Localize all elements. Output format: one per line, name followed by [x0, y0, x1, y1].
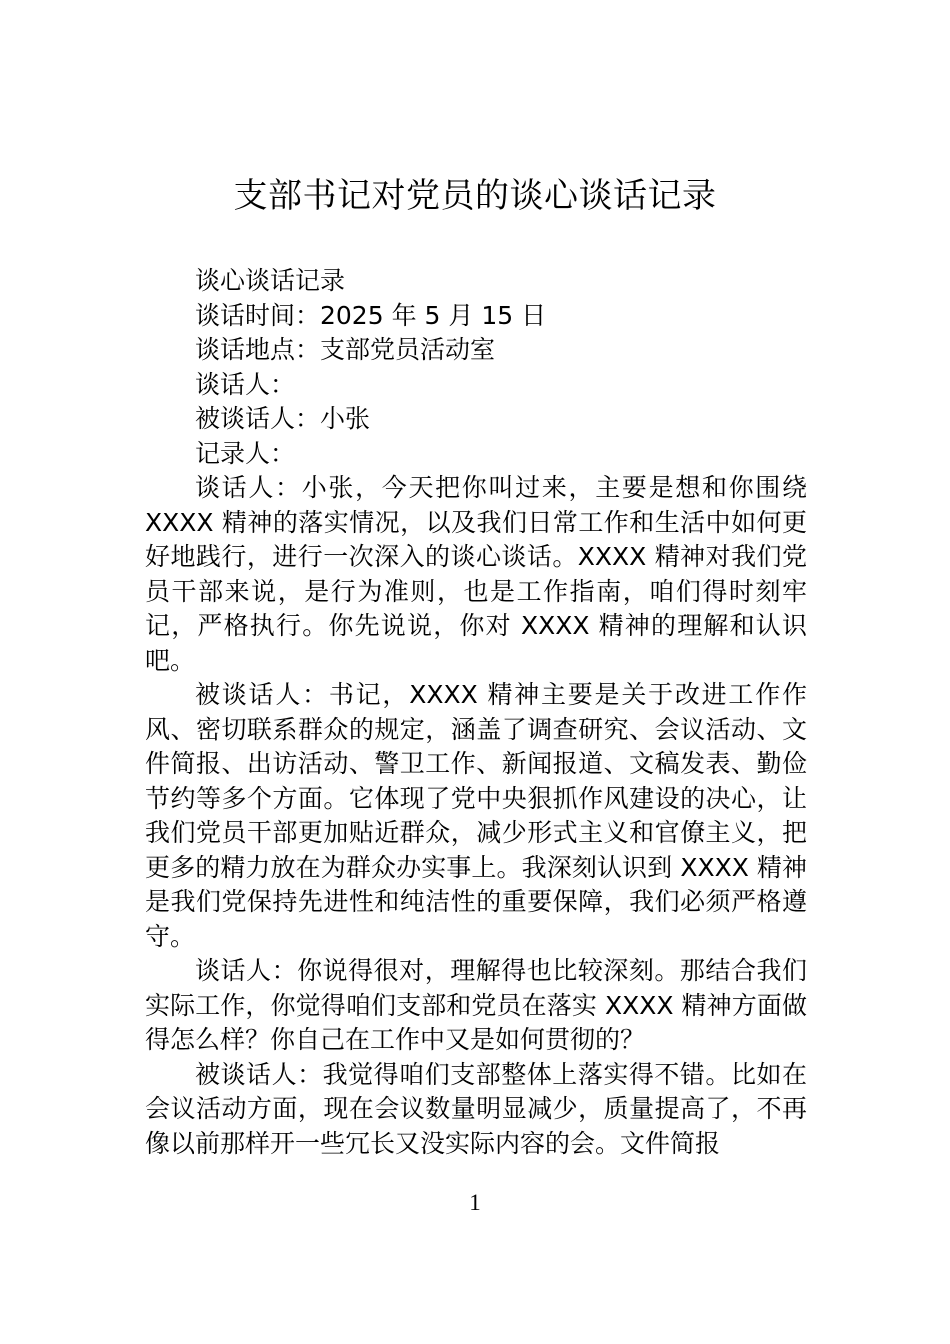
dialogue-paragraph: 被谈话人：我觉得咱们支部整体上落实得不错。比如在会议活动方面，现在会议数量明显减少，质量提高了，不再像以前那样开一些冗长又没实际内容的会。文件简报 — [145, 1059, 807, 1158]
meta-recorder: 记录人： — [195, 438, 296, 468]
meta-time: 谈话时间：2025 年 5 月 15 日 — [195, 300, 547, 330]
meta-interviewer: 谈话人： — [195, 369, 296, 399]
document-body — [145, 264, 807, 1161]
dialogue-paragraph: 谈话人：你说得很对，理解得也比较深刻。那结合我们实际工作，你觉得咱们支部和党员在落实 XXXX 精神方面做得怎么样？你自己在工作中又是如何贯彻的？ — [145, 956, 807, 1054]
document-title: 支部书记对党员的谈心谈话记录 — [233, 176, 717, 216]
dialogue-paragraph: 谈话人：小张，今天把你叫过来，主要是想和你围绕 XXXX 精神的落实情况，以及我们日常工作和生活中如何更好地践行，进行一次深入的谈心谈话。XXXX 精神对我们党员干部来说，是行为准则，也是工作指南，咱们得时刻牢记，严格执行。你先说说，你对 XXXX 精神的理解和认识吧。 — [145, 473, 807, 675]
record-heading: 谈心谈话记录 — [195, 266, 346, 295]
meta-interviewee: 被谈话人：小张 — [195, 404, 371, 433]
meta-location: 谈话地点：支部党员活动室 — [195, 335, 496, 364]
page-number: 1 — [469, 1190, 481, 1215]
dialogue-paragraph: 被谈话人：书记，XXXX 精神主要是关于改进工作作风、密切联系群众的规定，涵盖了调查研究、会议活动、文件简报、出访活动、警卫工作、新闻报道、文稿发表、勤俭节约等多个方面。它体现了党中央狠抓作风建设的决心，让我们党员干部更加贴近群众，减少形式主义和官僚主义，把更多的精力放在为群众办实事上。我深刻认识到 XXXX 精神是我们党保持先进性和纯洁性的重要保障，我们必须严格遵守。 — [145, 680, 807, 951]
